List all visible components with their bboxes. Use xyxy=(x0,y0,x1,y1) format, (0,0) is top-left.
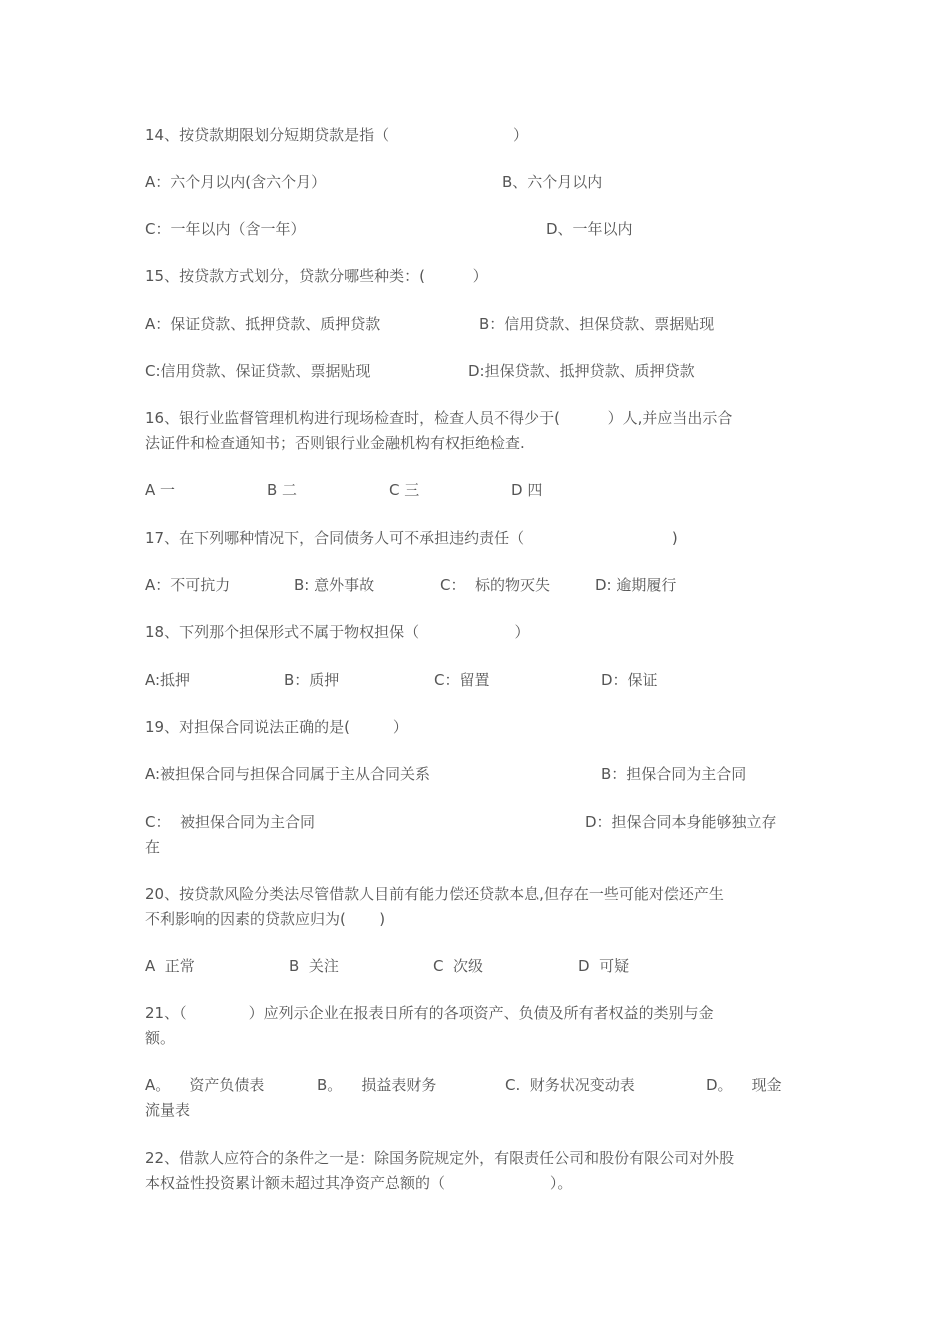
question-20-option-b: B 关注 xyxy=(289,957,339,975)
question-16-option-b: B 二 xyxy=(267,481,298,499)
question-21-stem-line-1: 21、（ ）应列示企业在报表日所有的各项资产、负债及所有者权益的类别与金 xyxy=(145,1004,714,1022)
question-14-option-b: B、六个月以内 xyxy=(502,173,603,191)
question-22-stem-line-2: 本权益性投资累计额未超过其净资产总额的（ ）。 xyxy=(145,1174,573,1192)
question-19-option-d-wrap: 在 xyxy=(145,838,161,856)
question-18-option-d: D：保证 xyxy=(601,671,658,689)
question-17-stem: 17、在下列哪种情况下，合同债务人可不承担违约责任（ ) xyxy=(145,529,678,547)
question-15-option-d: D:担保贷款、抵押贷款、质押贷款 xyxy=(468,362,695,380)
question-19-option-a: A:被担保合同与担保合同属于主从合同关系 xyxy=(145,765,431,783)
question-16-option-d: D 四 xyxy=(511,481,543,499)
question-21-option-b: B。 损益表财务 xyxy=(317,1076,437,1094)
question-19-stem: 19、对担保合同说法正确的是( ） xyxy=(145,718,408,736)
question-20-option-c: C 次级 xyxy=(433,957,484,975)
question-18-stem: 18、下列那个担保形式不属于物权担保（ ） xyxy=(145,623,530,641)
question-18-option-a: A:抵押 xyxy=(145,671,191,689)
question-19-option-d: D：担保合同本身能够独立存 xyxy=(585,813,777,831)
question-16-option-c: C 三 xyxy=(389,481,420,499)
question-22-stem-line-1: 22、借款人应符合的条件之一是：除国务院规定外，有限责任公司和股份有限公司对外股 xyxy=(145,1149,735,1167)
question-18-option-c: C：留置 xyxy=(434,671,490,689)
question-21-option-a: A。 资产负债表 xyxy=(145,1076,265,1094)
question-20-stem-line-1: 20、按贷款风险分类法尽管借款人目前有能力偿还贷款本息,但存在一些可能对偿还产生 xyxy=(145,885,724,903)
question-21-stem-line-2: 额。 xyxy=(145,1029,176,1047)
question-20-stem-line-2: 不利影响的因素的贷款应归为( ) xyxy=(145,910,386,928)
question-16-stem-line-2: 法证件和检查通知书；否则银行业金融机构有权拒绝检查. xyxy=(145,434,525,452)
question-20-option-d: D 可疑 xyxy=(578,957,630,975)
question-18-option-b: B：质押 xyxy=(284,671,340,689)
question-16-stem-line-1: 16、银行业监督管理机构进行现场检查时，检查人员不得少于( ）人,并应当出示合 xyxy=(145,409,733,427)
question-17-option-d: D: 逾期履行 xyxy=(595,576,677,594)
question-21-option-d: D。 现金 xyxy=(706,1076,782,1094)
question-17-option-b: B: 意外事故 xyxy=(294,576,375,594)
question-14-stem: 14、按贷款期限划分短期贷款是指（ ） xyxy=(145,126,529,144)
question-20-option-a: A 正常 xyxy=(145,957,195,975)
question-17-option-c: C： 标的物灭失 xyxy=(440,576,551,594)
question-19-option-c: C： 被担保合同为主合同 xyxy=(145,813,316,831)
question-14-option-a: A：六个月以内(含六个月） xyxy=(145,173,327,191)
question-17-option-a: A：不可抗力 xyxy=(145,576,231,594)
question-14-option-d: D、一年以内 xyxy=(546,220,633,238)
question-15-option-b: B：信用贷款、担保贷款、票据贴现 xyxy=(479,315,715,333)
question-21-option-d-wrap: 流量表 xyxy=(145,1101,191,1119)
question-14-option-c: C：一年以内（含一年） xyxy=(145,220,306,238)
question-15-option-c: C:信用贷款、保证贷款、票据贴现 xyxy=(145,362,371,380)
question-15-stem: 15、按贷款方式划分，贷款分哪些种类：( ） xyxy=(145,267,488,285)
question-15-option-a: A：保证贷款、抵押贷款、质押贷款 xyxy=(145,315,381,333)
question-21-option-c: C. 财务状况变动表 xyxy=(505,1076,635,1094)
question-19-option-b: B：担保合同为主合同 xyxy=(601,765,747,783)
question-16-option-a: A 一 xyxy=(145,481,176,499)
